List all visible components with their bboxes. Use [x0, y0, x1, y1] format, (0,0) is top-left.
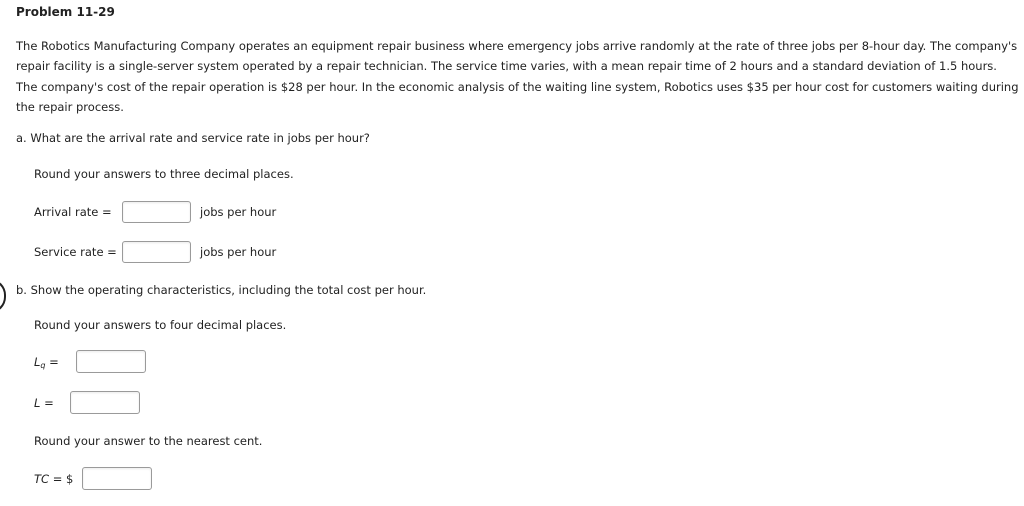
lq-symbol: L	[34, 355, 41, 369]
l-equals: =	[44, 396, 54, 410]
tc-symbol: TC	[34, 472, 50, 486]
part-b-instruction: Round your answers to four decimal places.	[34, 318, 287, 332]
lq-equals: =	[49, 355, 59, 369]
service-rate-label: Service rate =	[34, 245, 117, 259]
lq-label	[34, 355, 59, 370]
tc-equals: = $	[52, 472, 74, 486]
arrival-rate-unit: jobs per hour	[200, 205, 277, 219]
arrival-rate-input[interactable]	[122, 201, 191, 223]
service-rate-input[interactable]	[122, 241, 191, 263]
tc-instruction: Round your answer to the nearest cent.	[34, 434, 263, 448]
part-b-question: b. Show the operating characteristics, including the total cost per hour.	[16, 283, 427, 297]
problem-title: Problem 11-29	[16, 5, 115, 19]
tc-input[interactable]	[82, 467, 152, 490]
arrival-rate-label: Arrival rate =	[34, 205, 112, 219]
problem-intro: The Robotics Manufacturing Company operates an equipment repair business where emergency jobs arrive randomly at the rate of three jobs per 8-hour day. The company's repair facility is a single-server system operated by a repair technician. The service time varies, with a mean repair time of 2 hours and a standard deviation of 1.5 hours. The company's cost of the repair operation is $28 per hour. In the economic analysis of the waiting line system, Robotics uses $35 per hour cost for customers waiting during the repair process.	[16, 39, 1019, 114]
part-a-question: a. What are the arrival rate and service rate in jobs per hour?	[16, 131, 370, 145]
lq-subscript: q	[40, 361, 46, 370]
l-input[interactable]	[70, 391, 140, 414]
current-question-marker	[0, 279, 6, 313]
l-symbol: L	[34, 396, 41, 410]
lq-input[interactable]	[76, 350, 146, 373]
l-label	[34, 396, 54, 410]
service-rate-unit: jobs per hour	[200, 245, 277, 259]
part-a-instruction: Round your answers to three decimal places.	[34, 167, 294, 181]
tc-label	[34, 472, 73, 486]
